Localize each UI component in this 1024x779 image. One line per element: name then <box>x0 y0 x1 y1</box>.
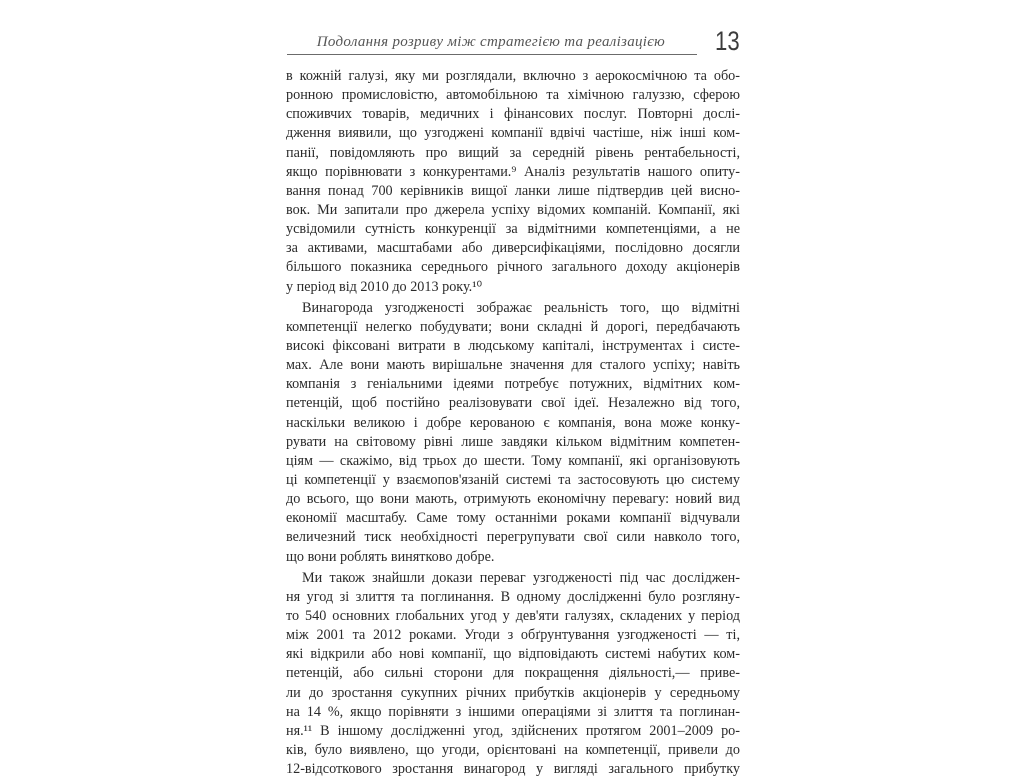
text-line: ці компетенції у взаємопов'язаній системі та застосовують цю систему <box>286 471 740 488</box>
page-number: 13 <box>715 26 740 56</box>
text-line: ня угод зі злиття та поглинання. В одному дослідженні було розгляну- <box>286 588 740 605</box>
text-line: Винагорода узгодженості зображає реальність того, що відмітні <box>302 299 740 316</box>
text-line: рувати на світовому рівні лише завдяки кільком відмітним компетен- <box>286 433 740 450</box>
text-line: 12-відсоткового зростання винагород у вигляді загального прибутку <box>286 761 740 778</box>
text-line: споживчих товарів, медичних і фінансових послуг. Повторні дослі- <box>286 106 740 123</box>
text-line: які відкрили або нові компанії, що відповідають системі набутих ком- <box>286 646 740 663</box>
text-line: вання понад 700 керівників вищої ланки лише підтвердив цей висно- <box>286 182 740 199</box>
text-line: вок. Ми запитали про джерела успіху відомих компаній. Компанії, які <box>286 201 740 218</box>
text-line: на 14 %, якщо порівняти з іншими операціями зі злиття та поглинан- <box>286 703 740 720</box>
text-line: дження виявили, що узгоджені компанії вдвічі частіше, ніж інші ком- <box>286 125 740 142</box>
paragraph-1 <box>286 67 740 297</box>
text-line: петенцій, або сильні сторони для покращення діяльності,— приве- <box>286 665 740 682</box>
text-line: до всього, що вони мають, отримують економічну перевагу: новий вид <box>286 491 740 508</box>
text-line: компанія з геніальними ідеями потребує потужних, відмітних ком- <box>286 376 740 393</box>
text-line: Ми також знайшли докази переваг узгодженості під час досліджен- <box>302 569 740 586</box>
body-text <box>286 67 740 779</box>
text-line: ня.¹¹ В іншому дослідженні угод, здійснених протягом 2001–2009 ро- <box>286 722 740 739</box>
text-line: за активами, масштабами або диверсифікаціями, послідовно досягли <box>286 240 740 257</box>
text-line: наскільки великою і добре керованою є компанія, вона може конку- <box>286 414 740 431</box>
text-line: високі фіксовані витрати в людському капіталі, інструментах і систе- <box>286 337 740 354</box>
text-line: більшого показника середнього річного загального доходу акціонерів <box>286 259 740 276</box>
running-header <box>287 32 697 55</box>
text-line: ронною промисловістю, автомобільною та хімічною галуззю, сферою <box>286 87 740 104</box>
paragraph-3 <box>286 569 740 779</box>
text-line: петенцій, щоб постійно реалізовувати свої ідеї. Незалежно від того, <box>286 395 740 412</box>
text-line: усвідомили сутність конкуренції за відмітними компетенціями, а не <box>286 221 740 238</box>
text-line: ціям — скажімо, від трьох до шести. Тому компанії, які організовують <box>286 452 740 469</box>
text-line: економії масштабу. Саме тому останніми роками компанії відчували <box>286 510 740 527</box>
text-line: ли до зростання сукупних річних прибутків акціонерів у середньому <box>286 684 740 701</box>
text-line: в кожній галузі, яку ми розглядали, включно з аерокосмічною та обо- <box>286 68 740 84</box>
text-line: якщо порівнювати з конкурентами.⁹ Аналіз результатів нашого опиту- <box>286 163 740 180</box>
paragraph-2 <box>286 299 740 567</box>
text-line: мах. Але вони мають вирішальне значення для сталого успіху; навіть <box>286 357 740 374</box>
text-line: між 2001 та 2012 роками. Угоди з обґрунтування узгодженості — ті, <box>286 627 740 644</box>
text-line: у період від 2010 до 2013 року.¹⁰ <box>286 278 483 295</box>
running-title: Подолання розриву між стратегією та реалізацією <box>316 34 665 50</box>
text-line: величезний тиск необхідності перегрупувати свої сили навколо того, <box>286 529 740 546</box>
text-line: ків, було виявлено, що угоди, орієнтовані на компетенції, привели до <box>286 741 740 758</box>
text-line: то 540 основних глобальних угод у дев'яти галузях, складених у період <box>286 607 740 624</box>
text-line: що вони роблять винятково добре. <box>286 548 495 565</box>
text-line: панії, повідомляють про вищий за середній рівень рентабельності, <box>286 144 740 161</box>
text-line: компетенції нелегко побудувати; вони складні й дорогі, передбачають <box>286 318 740 335</box>
